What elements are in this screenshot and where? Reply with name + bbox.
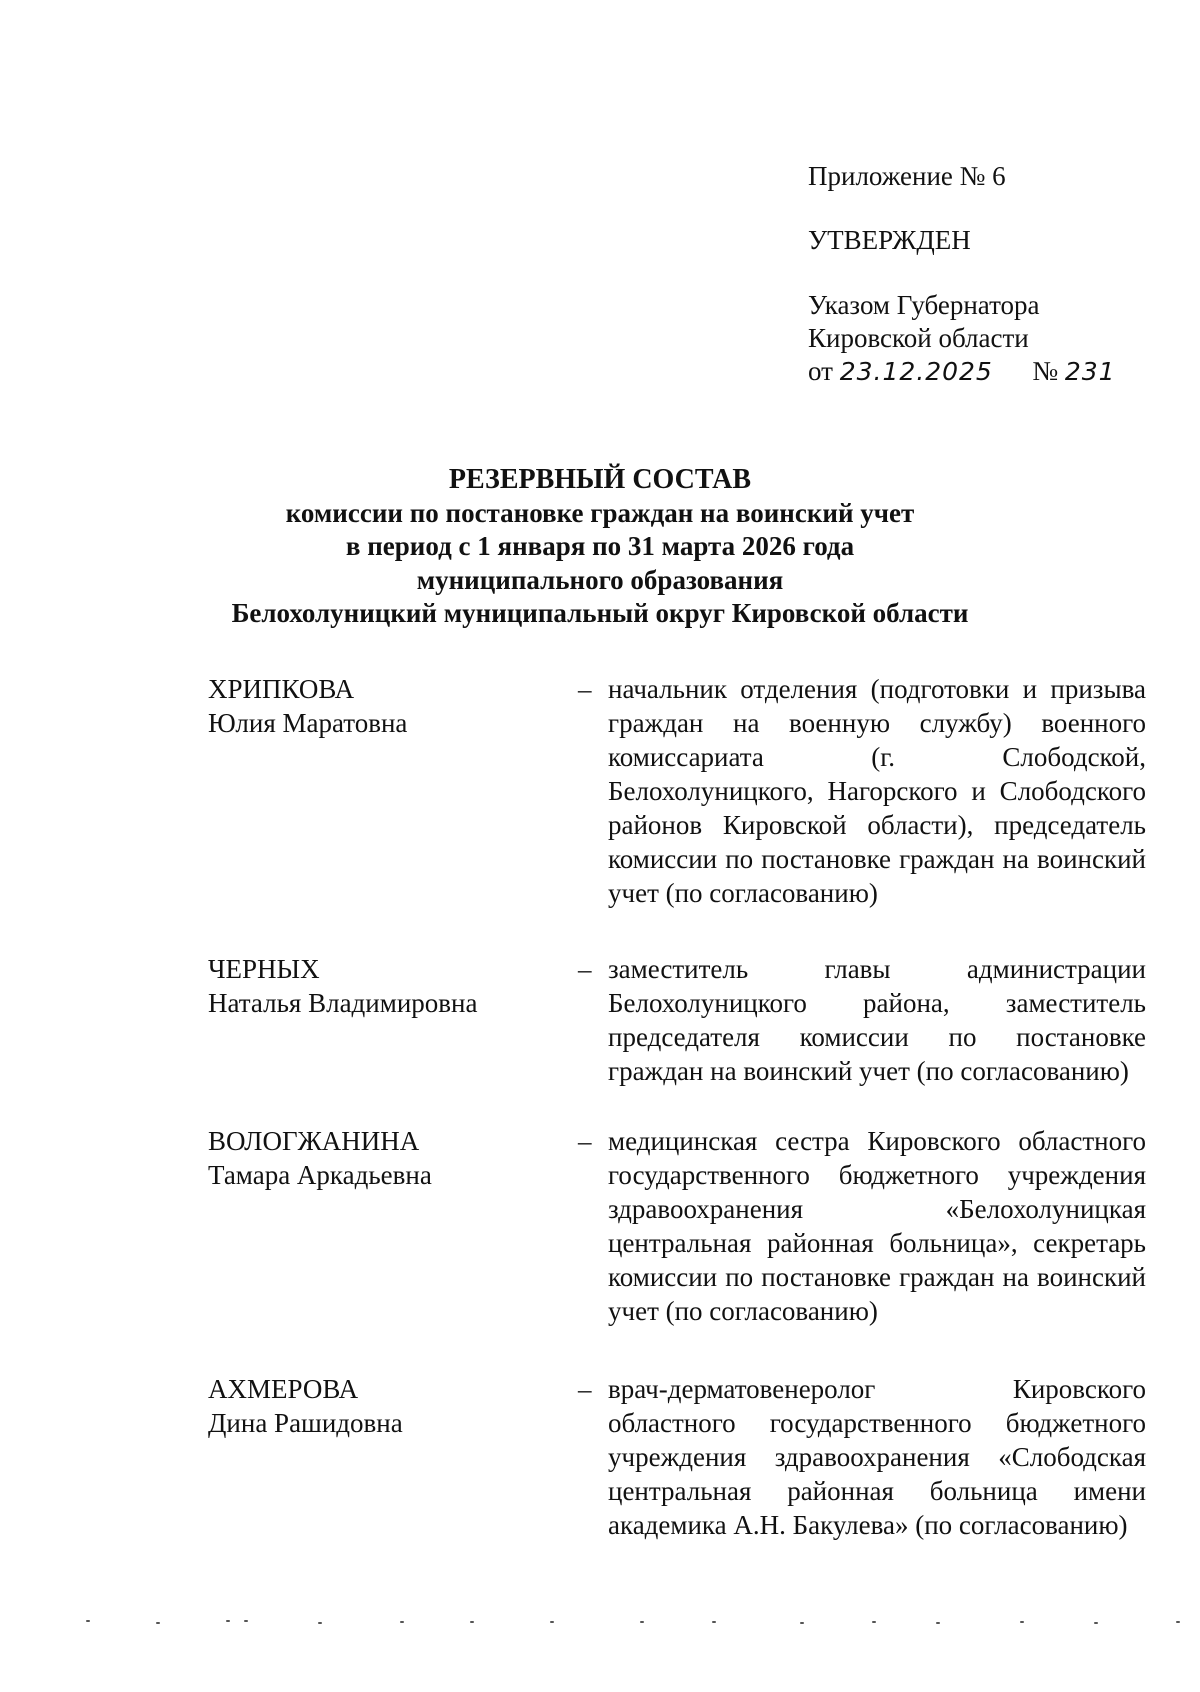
appendix-label: Приложение № 6	[808, 161, 1006, 191]
member-dash: –	[578, 954, 592, 984]
member-dash: –	[578, 1126, 592, 1156]
member-given-name: Юлия Маратовна	[208, 708, 408, 738]
date-prefix: от	[808, 356, 833, 386]
member-surname: АХМЕРОВА	[208, 1374, 359, 1404]
decree-line-1: Указом Губернатора	[808, 290, 1040, 320]
member-role: начальник отделения (подготовки и призыва граждан на военную службу) военного комиссариата (г. Слободской, Белохолуницкого, Нагорского и Слободского районов Кировской области), председатель комиссии по постановке граждан на воинский учет (по согласованию)	[608, 674, 1146, 908]
member-surname: ЧЕРНЫХ	[208, 954, 320, 984]
decree-date-line	[808, 355, 1116, 388]
decree-line-2: Кировской области	[808, 323, 1029, 353]
member-dash: –	[578, 674, 592, 704]
member-role: медицинская сестра Кировского областного государственного бюджетного учреждения здравоохранения «Белохолуницкая центральная районная больница», секретарь комиссии по постановке граждан на воинский учет (по согласованию)	[608, 1126, 1146, 1326]
approved-label: УТВЕРЖДЕН	[808, 225, 971, 255]
title-line-5: Белохолуницкий муниципальный округ Кировской области	[231, 598, 969, 628]
member-name	[208, 1124, 432, 1192]
member-name	[208, 672, 407, 740]
member-given-name: Наталья Владимировна	[208, 988, 478, 1018]
member-given-name: Тамара Аркадьевна	[208, 1160, 432, 1190]
document-title	[0, 463, 1200, 631]
member-given-name: Дина Рашидовна	[208, 1408, 403, 1438]
title-line-4: муниципального образования	[416, 564, 784, 595]
title-line-2: комиссии по постановке граждан на воинский учет	[285, 497, 915, 528]
member-surname: ХРИПКОВА	[208, 674, 355, 704]
member-name	[208, 952, 477, 1020]
member-role: заместитель главы администрации Белохолуницкого района, заместитель председателя комиссии по постановке граждан на воинский учет (по согласованию)	[608, 954, 1146, 1086]
title-line-3: в период с 1 января по 31 марта 2026 года	[345, 531, 855, 561]
member-dash: –	[578, 1374, 592, 1404]
handwritten-number: 231	[1064, 357, 1116, 386]
approval-stamp-block	[808, 160, 1116, 388]
member-role: врач-дерматовенеролог Кировского областного государственного бюджетного учреждения здравоохранения «Слободская центральная районная больница имени академика А.Н. Бакулева» (по согласованию)	[608, 1374, 1146, 1540]
member-surname: ВОЛОГЖАНИНА	[208, 1126, 420, 1156]
title-main: РЕЗЕРВНЫЙ СОСТАВ	[448, 464, 752, 495]
handwritten-date: 23.12.2025	[839, 357, 993, 386]
member-name	[208, 1372, 403, 1440]
number-prefix: №	[1032, 356, 1059, 386]
